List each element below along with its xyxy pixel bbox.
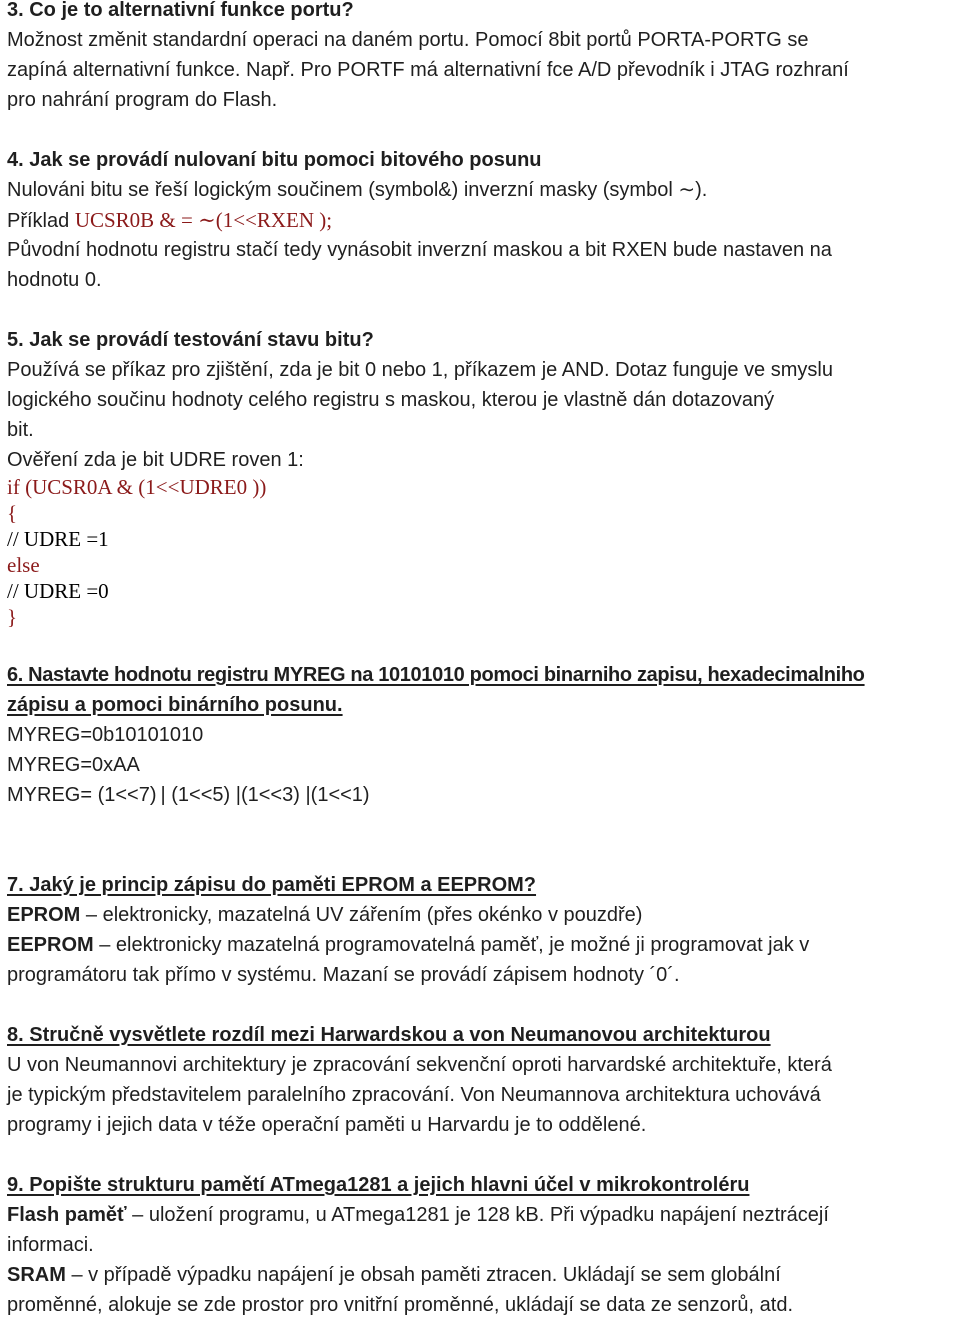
definition-text: – v případě výpadku napájení je obsah paměti ztracen. Ukládají se sem globální xyxy=(65,1264,781,1286)
heading-q4: 4. Jak se provádí nulovaní bitu pomoci bitového posunu xyxy=(7,149,542,171)
code-snippet: UCSR0B & = ∼(1<<RXEN ); xyxy=(74,208,333,232)
definition-eeprom xyxy=(7,933,809,957)
code-part: MYREG= (1<<7) xyxy=(7,784,157,806)
paragraph-line: pro nahrání program do Flash. xyxy=(7,89,278,111)
paragraph-line: programátoru tak přímo v systému. Mazaní se provádí zápisem hodnoty ´0´. xyxy=(7,964,680,986)
code-part: (1<<5) xyxy=(165,784,236,806)
paragraph-line: hodnotu 0. xyxy=(7,269,102,291)
definition-flash xyxy=(7,1203,829,1227)
code-comment: // UDRE =0 xyxy=(7,579,109,603)
heading-q6: 6. Nastavte hodnotu registru MYREG na 10101010 pomoci binarniho zapisu, hexadecimalniho xyxy=(7,664,865,686)
paragraph-line: bit. xyxy=(7,419,34,441)
heading-q5: 5. Jak se provádí testování stavu bitu? xyxy=(7,329,374,351)
heading-q8: 8. Stručně vysvětlete rozdíl mezi Harwardskou a von Neumanovou architekturou xyxy=(7,1024,771,1046)
code-part: (1<<3) xyxy=(240,784,306,806)
paragraph-line: je typickým představitelem paralelního zpracování. Von Neumannova architektura uchovává xyxy=(7,1084,821,1106)
paragraph-line: zapíná alternativní funkce. Např. Pro PORTF má alternativní fce A/D převodník i JTAG rozhraní xyxy=(7,59,849,81)
term: Flash paměť xyxy=(7,1204,127,1226)
code-pipe: | xyxy=(305,784,311,806)
term: SRAM xyxy=(7,1264,66,1286)
term: EPROM xyxy=(7,904,81,926)
definition-eprom xyxy=(7,903,642,927)
term: EEPROM xyxy=(7,934,94,956)
example-label: Příklad xyxy=(7,210,75,232)
paragraph-line: Možnost změnit standardní operaci na daném portu. Pomocí 8bit portů PORTA-PORTG se xyxy=(7,29,809,51)
paragraph-line: Původní hodnotu registru stačí tedy vynásobit inverzní maskou a bit RXEN bude nastaven na xyxy=(7,239,832,261)
heading-q9: 9. Popište strukturu pamětí ATmega1281 a jejich hlavni účel v mikrokontroléru xyxy=(7,1174,750,1196)
paragraph-line: programy i jejich data v téže operační paměti u Harvardu je to oddělené. xyxy=(7,1114,647,1136)
code-pipe: | xyxy=(235,784,241,806)
paragraph-line: U von Neumannovi architektury je zpracování sekvenční oproti harvardské architektuře, která xyxy=(7,1054,832,1076)
heading-q7: 7. Jaký je princip zápisu do paměti EPROM a EEPROM? xyxy=(7,874,537,896)
code-keyword: if xyxy=(7,475,26,499)
heading-q6-cont: zápisu a pomoci binárního posunu. xyxy=(7,694,343,716)
definition-text: – elektronicky, mazatelná UV zářením (přes okénko v pouzdře) xyxy=(80,904,643,926)
code-part: (1<<1) xyxy=(310,784,370,806)
paragraph-line: Ověření zda je bit UDRE roven 1: xyxy=(7,449,304,471)
example-line xyxy=(7,208,332,233)
code-shift xyxy=(7,783,370,807)
code-binary: MYREG=0b10101010 xyxy=(7,724,204,746)
code-keyword: else xyxy=(7,553,40,577)
code-comment: // UDRE =1 xyxy=(7,527,109,551)
paragraph-line: Nulováni bitu se řeší logickým součinem (symbol&) inverzní masky (symbol ∼). xyxy=(7,179,708,201)
paragraph-line: Používá se příkaz pro zjištění, zda je bit 0 nebo 1, příkazem je AND. Dotaz funguje ve smyslu xyxy=(7,359,833,381)
code-hex: MYREG=0xAA xyxy=(7,754,140,776)
paragraph-line: logického součinu hodnoty celého registru s maskou, kterou je vlastně dán dotazovaný xyxy=(7,389,775,411)
heading-q3: 3. Co je to alternativní funkce portu? xyxy=(7,0,354,21)
paragraph-line: proměnné, alokuje se zde prostor pro vnitřní proměnné, ukládají se data ze senzorů, atd. xyxy=(7,1294,794,1316)
code-brace: } xyxy=(7,605,18,629)
code-if-line xyxy=(7,475,266,499)
code-brace: { xyxy=(7,501,18,525)
definition-text: – uložení programu, u ATmega1281 je 128 kB. Při výpadku napájení neztrácejí xyxy=(126,1204,829,1226)
definition-sram xyxy=(7,1263,781,1287)
paragraph-line: informaci. xyxy=(7,1234,94,1256)
code-pipe: | xyxy=(160,784,166,806)
code-condition: (UCSR0A & (1<<UDRE0 )) xyxy=(25,475,267,499)
definition-text: – elektronicky mazatelná programovatelná paměť, je možné ji programovat jak v xyxy=(93,934,810,956)
